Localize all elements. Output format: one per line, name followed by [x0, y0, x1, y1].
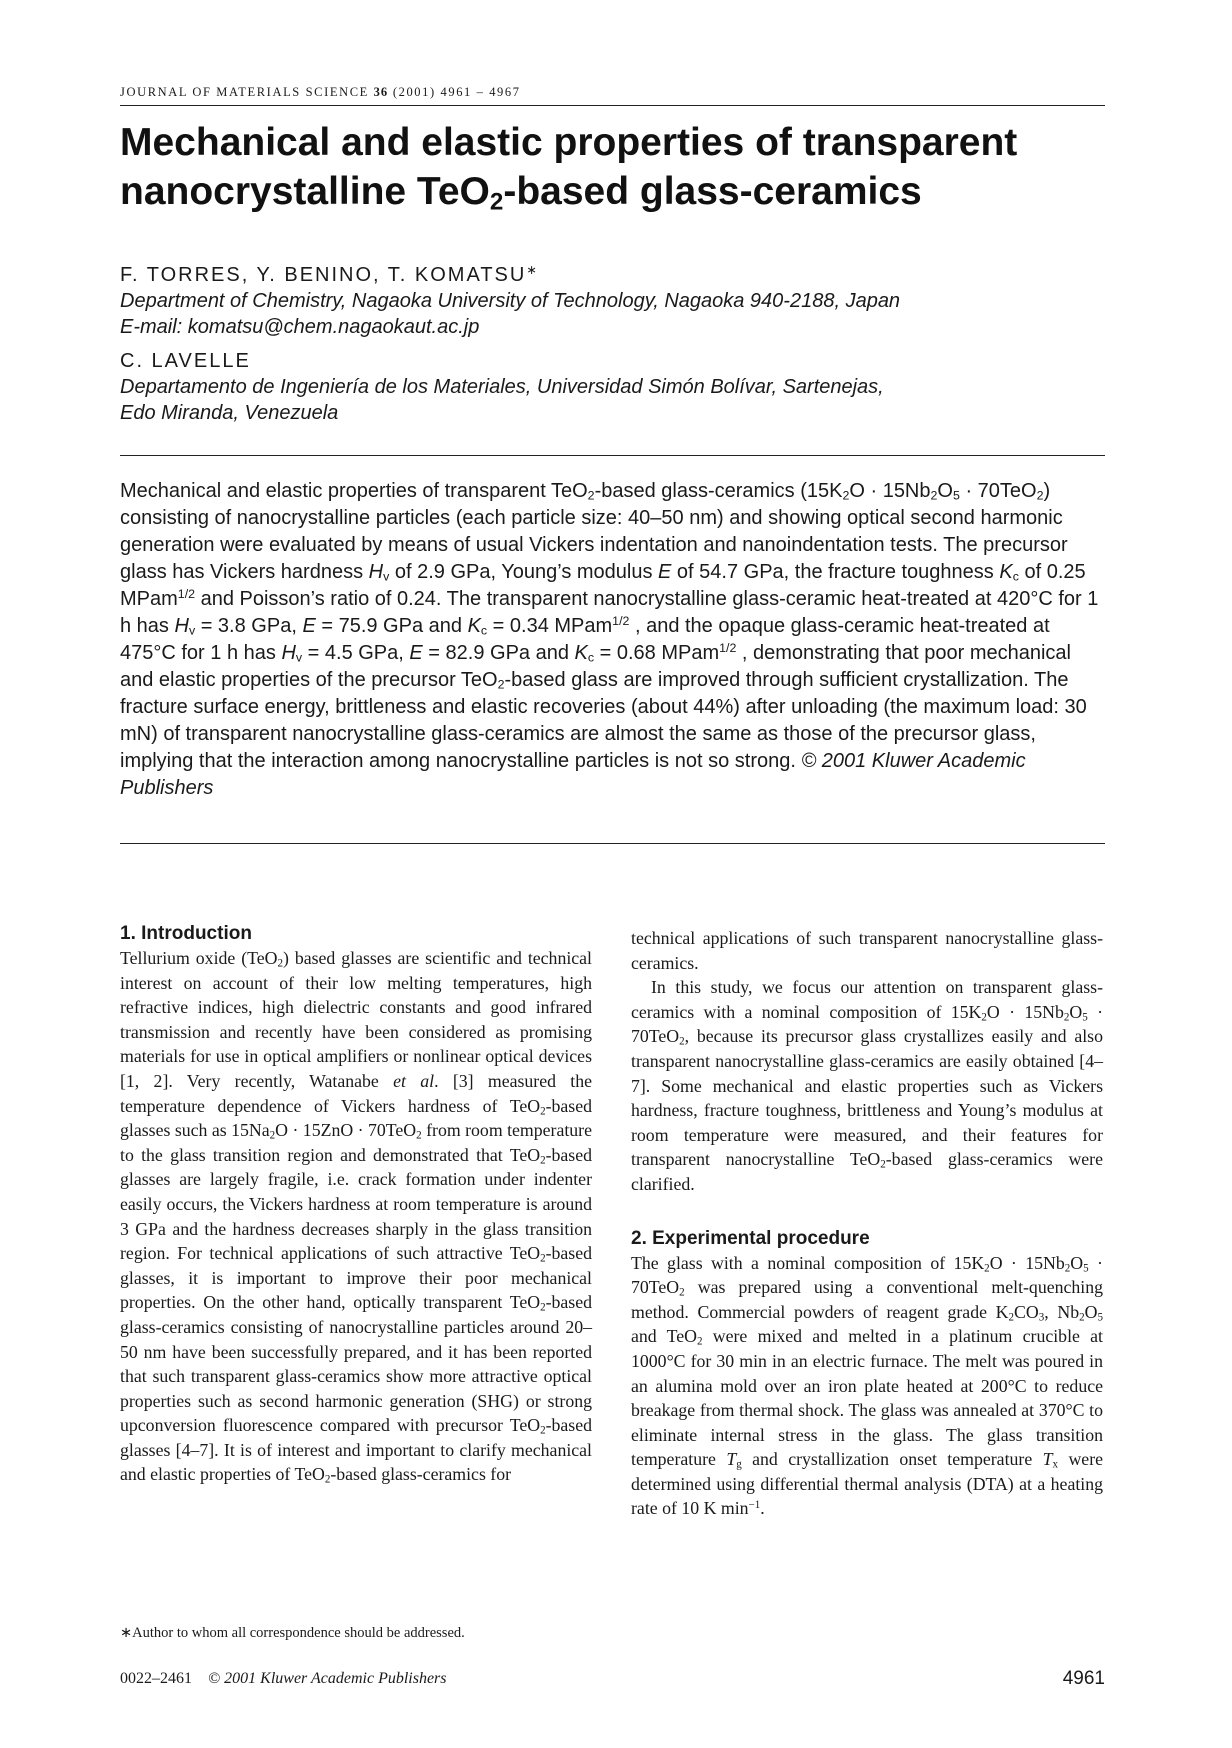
title-line-2-post: -based glass-ceramics: [503, 170, 922, 213]
article-title: [120, 118, 1105, 216]
author-names-1-text: F. TORRES, Y. BENINO, T. KOMATSU: [120, 264, 527, 286]
article-page: [120, 0, 1105, 1748]
abstract-copyright: © 2001 Kluwer Academic Publishers: [120, 750, 1026, 799]
affiliation-2-line-2: Edo Miranda, Venezuela: [120, 402, 339, 424]
footer-issn-copyright: [120, 1670, 447, 1688]
author-names-1: [120, 262, 1105, 288]
page-number: 4961: [1062, 1668, 1105, 1689]
corresponding-author-mark: ∗: [526, 263, 539, 278]
journal-year-pages: (2001) 4961 – 4967: [392, 85, 521, 99]
title-line-2-sub: 2: [489, 188, 504, 216]
section-heading-experimental: 2. Experimental procedure: [631, 1227, 870, 1249]
divider-top: [120, 455, 1105, 456]
journal-volume: 36: [373, 85, 389, 99]
section-heading-introduction: 1. Introduction: [120, 923, 252, 944]
title-line-1: Mechanical and elastic properties of transparent: [120, 121, 1018, 164]
affiliation-2-line-1: Departamento de Ingeniería de los Materiales, Universidad Simón Bolívar, Sartenejas,: [120, 376, 884, 398]
affiliation-1: Department of Chemistry, Nagaoka University of Technology, Nagaoka 940-2188, Japan: [120, 290, 901, 312]
footer-issn: 0022–2461: [120, 1670, 192, 1687]
author-email: E-mail: komatsu@chem.nagaokaut.ac.jp: [120, 316, 480, 338]
running-head: [120, 85, 1105, 106]
intro-paragraph-1-continued: technical applications of such transparent nanocrystalline glass-ceramics.: [631, 928, 1103, 973]
column-right: [631, 926, 1103, 1521]
intro-paragraph-2: In this study, we focus our attention on transparent glass-ceramics with a nominal composition of $15K_2O \cdot 15Nb_2O_5 \cdot 70TeO_2$, because its precursor glass crystallizes easily and also transparent nanocrystalline glass-ceramics are easily obtained [4–7]. Some mechanical and elastic properties such as Vickers hardness, fracture toughness, brittleness and Young’s modulus at room temperature were measured, and their features for transparent nanocrystalline TeO$_2$-based glass-ceramics were clarified.: [631, 977, 1103, 1194]
section-gap: [631, 1197, 1103, 1227]
title-line-2-pre: nanocrystalline TeO: [120, 170, 490, 213]
author-group-2: [120, 348, 1105, 426]
author-names-2: C. LAVELLE: [120, 350, 251, 372]
journal-name: JOURNAL OF MATERIALS SCIENCE: [120, 85, 369, 99]
footnote: ∗Author to whom all correspondence should be addressed.: [120, 1625, 465, 1641]
intro-paragraph-1: Tellurium oxide (TeO$_2$) based glasses are scientific and technical interest on account of their low melting temperatures, high refractive indices, high dielectric constants and good infrared transmission and recently have been considered as promising materials for use in optical amplifiers or nonlinear optical devices [1, 2]. Very recently, Watanabe et al. [3] measured the temperature dependence of Vickers hardness of TeO$_2$-based glasses such as $15Na_2O \cdot 15ZnO \cdot 70TeO_2$ from room temperature to the glass transition region and demonstrated that TeO$_2$-based glasses are largely fragile, i.e. crack formation under indenter easily occurs, the Vickers hardness at room temperature is around 3 GPa and the hardness decreases sharply in the glass transition region. For technical applications of such attractive TeO$_2$-based glasses, it is important to improve their poor mechanical properties. On the other hand, optically transparent TeO$_2$-based glass-ceramics consisting of nanocrystalline particles around 20–50 nm have been successfully prepared, and it has been reported that such transparent glass-ceramics show more attractive optical properties such as second harmonic generation (SHG) or strong upconversion fluorescence compared with precursor TeO$_2$-based glasses [4–7]. It is of interest and important to clarify mechanical and elastic properties of TeO$_2$-based glass-ceramics for: [120, 948, 593, 1486]
experimental-paragraph-1: The glass with a nominal composition of $15K_2O \cdot 15Nb_2O_5 \cdot 70TeO_2$ was prepared using a conventional melt-quenching method. Commercial powders of reagent grade $K_2CO_3$, $Nb_2O_5$ and TeO$_2$ were mixed and melted in a platinum crucible at 1000°C for 30 min in an electric furnace. The melt was poured in an alumina mold over an iron plate heated at 200°C to reduce breakage from thermal shock. The glass was annealed at 370°C to eliminate internal stress in the glass. The glass transition temperature $T_g$ and crystallization onset temperature $T_x$ were determined using differential thermal analysis (DTA) at a heating rate of 10 K $\min^{-1}$.: [631, 1252, 1104, 1519]
footer-copyright: © 2001 Kluwer Academic Publishers: [208, 1670, 447, 1687]
author-group-1: [120, 262, 1105, 340]
abstract: Mechanical and elastic properties of transparent TeO$_2$-based glass-ceramics $(15K_2O \cdot 15Nb_2O_5 \cdot 70TeO_2)$ consisting of nanocrystalline particles (each particle size: 40–50 nm) and showing optical second harmonic generation were evaluated by means of usual Vickers indentation and nanoindentation tests. The precursor glass has Vickers hardness $H_v$ of 2.9 GPa, Young’s modulus E of 54.7 GPa, the fracture toughness $K_c$ of 0.25 MPam$^{1/2}$ and Poisson’s ratio of 0.24. The transparent nanocrystalline glass-ceramic heat-treated at 420°C for 1 h has $H_v = 3.8$ GPa, E = 75.9 GPa and $K_c = 0.34$ MPam$^{1/2}$ , and the opaque glass-ceramic heat-treated at 475°C for 1 h has $H_v = 4.5$ GPa, E = 82.9 GPa and $K_c = 0.68$ MPam$^{1/2}$ , demonstrating that poor mechanical and elastic properties of the precursor TeO$_2$-based glass are improved through sufficient crystallization. The fracture surface energy, brittleness and elastic recoveries (about 44%) after unloading (the maximum load: 30 mN) of transparent nanocrystalline glass-ceramics are almost the same as those of the precursor glass, implying that the interaction among nanocrystalline particles is not so strong. © 2001 Kluwer Academic Publishers: [120, 480, 1099, 799]
divider-bottom: [120, 843, 1105, 844]
authors-block: [120, 262, 1105, 434]
column-left: [120, 922, 592, 1487]
